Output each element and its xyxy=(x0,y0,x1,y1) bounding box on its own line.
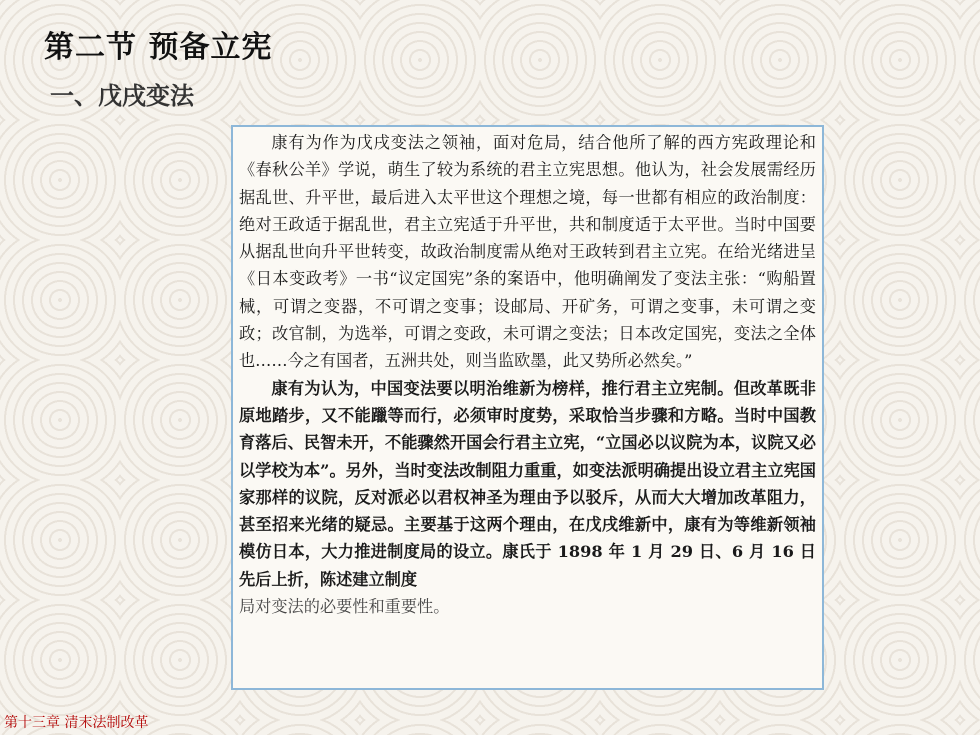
excerpt-text-box xyxy=(231,125,824,690)
section-subtitle: 一、戊戌变法 xyxy=(50,81,194,110)
chapter-footer: 第十三章 清末法制改革 xyxy=(4,715,149,731)
paragraph-2-tail: 局对变法的必要性和重要性。 xyxy=(239,597,450,617)
paragraph-2: 康有为认为，中国变法要以明治维新为榜样，推行君主立宪制。但改革既非原地踏步，又不能躐等而行，必须审时度势，采取恰当步骤和方略。当时中国教育落后、民智未开，不能骤然开国会行君主立宪，“立国必以议院为本，议院又必以学校为本”。另外，当时变法改制阻力重重，如变法派明确提出设立君主立宪国家那样的议院，反对派必以君权神圣为理由予以驳斥，从而大大增加改革阻力，甚至招来光绪的疑忌。主要基于这两个理由，在戊戌维新中，康有为等维新领袖模仿日本，大力推进制度局的设立。康氏于 1898 年 1 月 29 日、6 月 16 日先后上折，陈述建立制度 xyxy=(239,378,816,589)
paragraph-1: 康有为作为戊戌变法之领袖，面对危局，结合他所了解的西方宪政理论和《春秋公羊》学说，萌生了较为系统的君主立宪思想。他认为，社会发展需经历据乱世、升平世，最后进入太平世这个理想之境，每一世都有相应的政治制度：绝对王政适于据乱世，君主立宪适于升平世，共和制度适于太平世。当时中国要从据乱世向升平世转变，故政治制度需从绝对王政转到君主立宪。在给光绪进呈《日本变政考》一书“议定国宪”条的案语中，他明确阐发了变法主张：“购船置械，可谓之变器，不可谓之变事；设邮局、开矿务，可谓之变事，未可谓之变政；改官制，为选举，可谓之变政，未可谓之变法；日本改定国宪，变法之全体也……今之有国者，五洲共处，则当监欧墨，此又势所必然矣。” xyxy=(239,133,816,371)
slide-title: 第二节 预备立宪 xyxy=(44,30,273,65)
